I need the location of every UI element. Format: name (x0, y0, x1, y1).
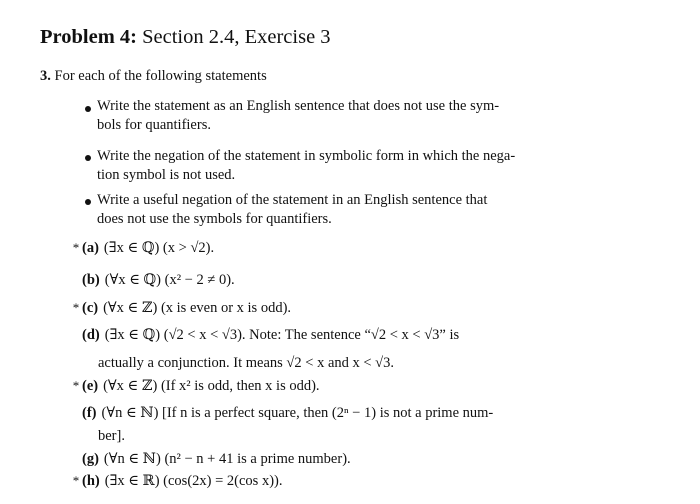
page-title (40, 26, 331, 49)
statement-label: (d) (82, 327, 100, 343)
statement-a (70, 240, 214, 257)
exercise-intro (40, 68, 267, 85)
statement-text: (∀n ∈ ℕ) [If n is a perfect square, then (2ⁿ − 1) is not a prime num- (101, 405, 494, 421)
statement-e (70, 378, 320, 395)
bullet-line: Write the statement as an English sentence that does not use the sym- (97, 98, 500, 114)
exercise-number: 3. (40, 68, 51, 84)
bullet-dot (85, 155, 91, 161)
statement-text: (∃x ∈ ℚ) (√2 < x < √3). Note: The sentence “√2 < x < √3” is (104, 327, 460, 343)
statement-c (70, 300, 291, 317)
statement-label: (c) (82, 300, 99, 316)
statement-f (70, 405, 493, 422)
statement-b (70, 272, 235, 289)
bullet-dot (85, 106, 91, 112)
problem-label: Problem 4: (40, 26, 137, 48)
statement-text: (∀n ∈ ℕ) (n² − n + 41 is a prime number). (103, 451, 351, 467)
bullet-item-3 (97, 191, 567, 229)
bullet-line: does not use the symbols for quantifiers. (97, 211, 332, 227)
statement-text: (∃x ∈ ℝ) (cos(2x) = 2(cos x)). (104, 473, 283, 489)
bullet-item-1 (97, 97, 567, 135)
statement-d (70, 327, 459, 344)
statement-text: (∀x ∈ ℚ) (x² − 2 ≠ 0). (104, 272, 235, 288)
exercise-intro-text: For each of the following statements (54, 68, 267, 84)
bullet-line: Write the negation of the statement in symbolic form in which the nega- (97, 148, 516, 164)
statement-g (70, 451, 351, 468)
star-marker: * (72, 240, 80, 255)
statement-label: (g) (82, 451, 99, 467)
statement-f-continuation: ber]. (98, 428, 125, 444)
statement-label: (b) (82, 272, 100, 288)
bullet-dot (85, 199, 91, 205)
bullet-line: tion symbol is not used. (97, 167, 236, 183)
bullet-line: Write a useful negation of the statement in an English sentence that (97, 192, 488, 208)
star-marker: * (72, 473, 80, 488)
bullet-line: bols for quantifiers. (97, 117, 211, 133)
statement-h (70, 473, 282, 490)
star-marker: * (72, 300, 80, 315)
bullet-item-2 (97, 147, 567, 185)
statement-label: (h) (82, 473, 100, 489)
section-label: Section 2.4, Exercise 3 (142, 26, 331, 48)
statement-label: (e) (82, 378, 99, 394)
statement-label: (f) (82, 405, 97, 421)
statement-text: (∃x ∈ ℚ) (x > √2). (103, 240, 215, 256)
star-marker: * (72, 378, 80, 393)
statement-text: (∀x ∈ ℤ) (If x² is odd, then x is odd). (103, 378, 320, 394)
statement-d-continuation: actually a conjunction. It means √2 < x and x < √3. (98, 355, 395, 371)
statement-text: (∀x ∈ ℤ) (x is even or x is odd). (103, 300, 292, 316)
statement-label: (a) (82, 240, 99, 256)
